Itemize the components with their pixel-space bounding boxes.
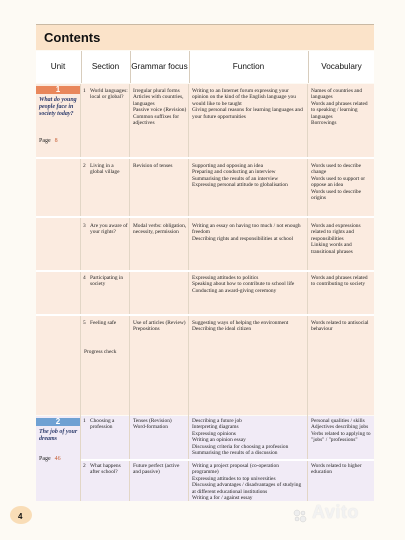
column-header-vocabulary: Vocabulary <box>308 51 374 83</box>
section-number: 5 <box>83 320 86 326</box>
vocabulary-cell: Personal qualities / skills Adjectives describing jobs Verbs related to applying to "jobs" / "professions" <box>311 418 371 444</box>
function-cell: Writing a project proposal (co-operation programme) Expressing attitudes to top universities Discussing advantages / disadvantages of studying at different educational institutions Writing a for / against essay <box>192 463 302 502</box>
page-number: 4 <box>18 512 23 521</box>
grammar-cell: Tenses (Revision) Word-formation <box>133 418 172 431</box>
function-cell: Writing an essay on having too much / not enough freedom Describing rights and responsibilities at school <box>192 223 301 242</box>
unit-2-title: The job of your dreams <box>39 429 78 442</box>
column-divider <box>188 84 189 501</box>
vocabulary-cell: Words and expressions related to rights and responsibilities Linking words and transitional phrases <box>311 223 361 255</box>
row-separator <box>36 157 374 159</box>
function-cell: Expressing attitudes to politics Speaking about how to contribute to school life Conducting an award-giving ceremony <box>192 275 295 294</box>
column-header-unit: Unit <box>50 62 66 72</box>
function-cell: Writing to an Internet forum expressing your opinion on the kind of the English language you would like to be taught Giving personal reasons for learning languages and your future opportunities <box>192 88 303 120</box>
column-divider <box>307 84 308 501</box>
contents-table <box>36 51 374 501</box>
section-name: World languages: local or global? <box>90 88 128 101</box>
section-name: Are you aware of your rights? <box>90 223 128 236</box>
vocabulary-cell: Words related to higher education <box>311 463 362 476</box>
page-title: Contents <box>36 24 374 50</box>
avito-logo-icon <box>292 508 308 524</box>
section-name: Choosing a profession <box>90 418 115 431</box>
grammar-cell: Future perfect (active and passive) <box>133 463 180 476</box>
unit-1-title: What do young people face in society today? <box>39 97 77 117</box>
vocabulary-cell: Names of countries and languages Words and phrases related to speaking / learning languages Borrowings <box>311 88 368 127</box>
section-number: 3 <box>83 223 86 229</box>
section-number: 1 <box>83 418 86 424</box>
unit-1-badge: 1 <box>36 86 80 94</box>
column-divider <box>80 84 81 501</box>
section-number: 4 <box>83 275 86 281</box>
section-name: Living in a global village <box>90 163 120 176</box>
function-cell: Describing a future job Interpreting diagrams Expressing opinions Writing an opinion essay Discussing criteria for choosing a profession Summarising the results of a discussion <box>192 418 289 457</box>
column-divider <box>129 84 130 501</box>
section-name: Participating in society <box>90 275 124 288</box>
column-header-function: Function <box>189 51 307 83</box>
unit-2-page: Page 46 <box>39 456 61 462</box>
watermark: Avito <box>312 502 359 522</box>
grammar-cell: Use of articles (Review) Prepositions <box>133 320 186 333</box>
vocabulary-cell: Words related to antisocial behaviour <box>311 320 369 333</box>
table-header <box>36 51 374 83</box>
grammar-cell: Revision of tenses <box>133 163 173 169</box>
row-separator <box>36 314 374 316</box>
vocabulary-cell: Words used to describe change Words used to support or oppose an idea Words used to describe origins <box>311 163 366 202</box>
section-number: 2 <box>83 463 86 469</box>
grammar-cell: Irregular plural forms Articles with countries, languages Passive voice (Revision) Common suffixes for adjectives <box>133 88 187 127</box>
function-cell: Suggesting ways of helping the environment Describing the ideal citizen <box>192 320 289 333</box>
section-number: 1 <box>83 88 86 94</box>
section-number: 2 <box>83 163 86 169</box>
section-name: What happens after school? <box>90 463 121 476</box>
unit-1-page: Page 8 <box>39 138 58 144</box>
column-header-grammar: Grammar focus <box>130 51 188 83</box>
unit-2-badge: 2 <box>36 418 80 426</box>
progress-check: Progress check <box>84 349 117 355</box>
column-header-section: Section <box>81 51 129 83</box>
row-separator <box>81 459 374 461</box>
grammar-cell: Modal verbs: obligation, necessity, permission <box>133 223 187 236</box>
row-separator <box>36 270 374 272</box>
vocabulary-cell: Words and phrases related to contributing to society <box>311 275 368 288</box>
function-cell: Supporting and opposing an idea Preparing and conducting an interview Summarising the results of an interview Expressing personal attitude to globalisation <box>192 163 288 189</box>
section-name: Feeling safe <box>90 320 117 326</box>
row-separator <box>36 216 374 218</box>
